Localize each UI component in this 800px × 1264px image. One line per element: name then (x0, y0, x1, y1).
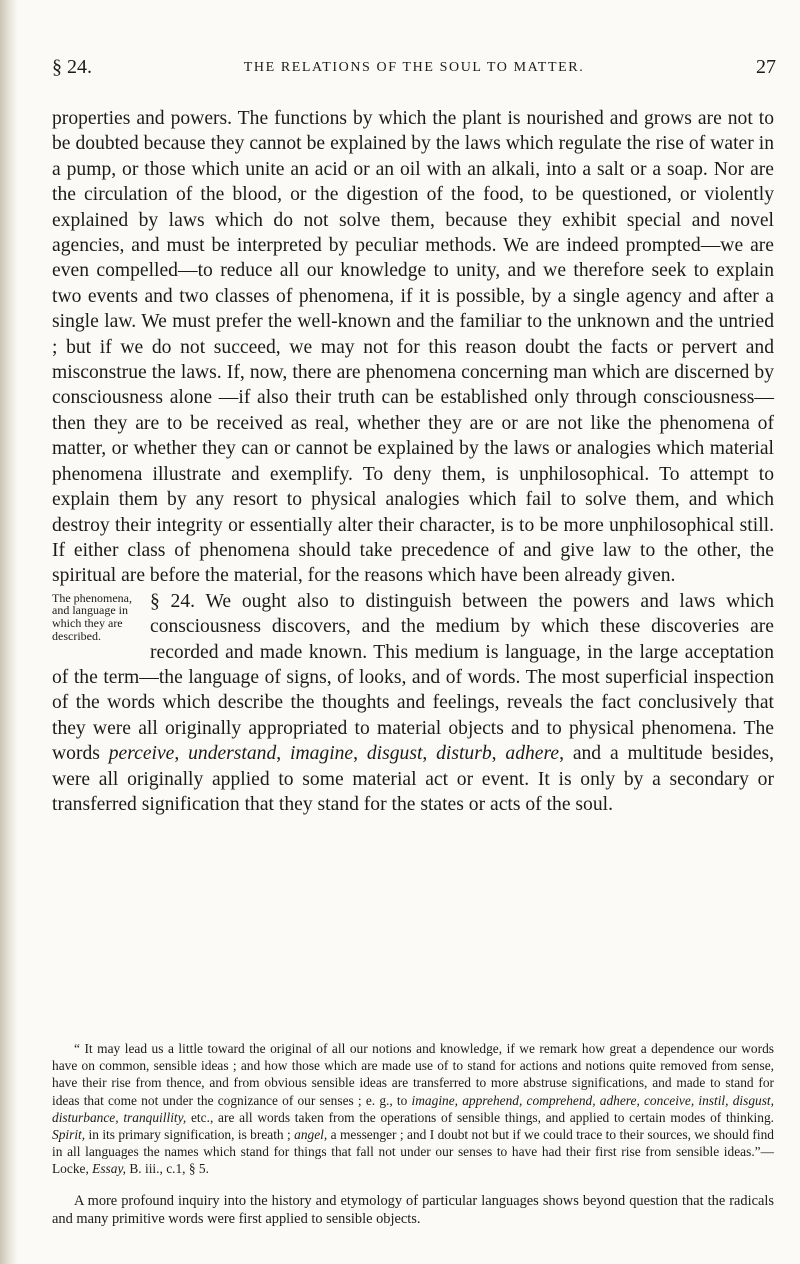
footnote-text-c: in its primary signification, is breath ; (85, 1127, 295, 1143)
page-header (52, 52, 776, 82)
footnote-angel: angel, (294, 1127, 328, 1143)
margin-note: The phenomena, and language in which they are described. (52, 590, 132, 643)
paragraph-2: § 24. We ought also to distinguish between the powers and laws which consciousness discovers, and the medium by which these discoveries are recorded and made known. This medium is language, in the large acceptation of the term—the language of signs, of looks, and of words. The most superficial inspection of the words which describe the thoughts and feelings, reveals the fact conclusively that they were all originally appropriated to material objects and to physical phenomena. The words perceive, understand, imagine, disgust, disturb, adhere, and a multitude besides, were all originally applied to some material act or event. It is only by a secondary or transferred signification that they stand for the states or acts of the soul. (52, 590, 774, 815)
word-understand: understand (188, 743, 277, 765)
footnotes (52, 1040, 774, 1228)
running-head: THE RELATIONS OF THE SOUL TO MATTER. (243, 60, 585, 75)
word-adhere: adhere (505, 743, 560, 765)
footnote-text-b: etc., are all words taken from the operations of sensible things, and applied to certain modes of thinking. (186, 1109, 774, 1125)
paragraph-1: properties and powers. The functions by which the plant is nourished and grows are not to be doubted because they cannot be explained by the laws which regulate the rise of water in a pump, or those which unite an acid or an oil with an alkali, into a salt or a soap. Nor are the circulation of the blood, or the digestion of the food, to be questioned, or violently explained by laws which do not solve them, because they exhibit special and novel agencies, and must be interpreted by peculiar methods. We are indeed prompted—we are even compelled—to reduce all our knowledge to unity, and we therefore seek to explain two events and two classes of phenomena, if it is possible, by a single agency and after a single law. We must prefer the well-known and the familiar to the unknown and the untried ; but if we do not succeed, we may not for this reason doubt the facts or pervert and misconstrue the laws. If, now, there are phenomena concerning man which are discerned by consciousness alone —if also their truth can be established only through consciousness—then they are to be received as real, whether they are or are not like the phenomena of matter, or whether they can or cannot be explained by the laws or analogies which material phenomena illustrate and exemplify. To deny them, is unphilosophical. To attempt to explain them by any resort to physical analogies which fail to solve them, and which destroy their integrity or essentially alter their character, is to be more unphilosophical still. If either class of phenomena should take precedence of and give law to the other, the spiritual are before the material, for the reasons which have been already given. (52, 108, 774, 587)
gutter-shadow (0, 0, 18, 1264)
section-24-block (52, 589, 774, 818)
footnote-terms: imagine, apprehend, comprehend, adhere, conceive, instil, disgust, disturbance, tranquillity, (52, 1092, 774, 1125)
word-perceive: perceive (108, 743, 175, 765)
paragraph-2-start: § 24. We ought also to distinguish between the powers and laws which consciousness discovers, and the medium by which these discoveries are recorded and made known. This medium is language, in the large acceptation of the term—the language of signs, of looks, and of words. The most superficial inspection of the words which describe the thoughts and feelings, reveals the fact conclusively that they were all originally appropriated to material objects and to physical phenomena. The words (52, 590, 774, 765)
word-imagine: imagine (290, 743, 354, 765)
footnote-essay: Essay, (92, 1161, 127, 1177)
footnote-spirit: Spirit, (52, 1127, 86, 1143)
word-disgust: disgust (366, 743, 423, 765)
body-text (52, 106, 774, 817)
page-number: 27 (756, 56, 776, 78)
word-disturb: disturb (436, 743, 492, 765)
footnote-text-e: B. iii., c.1, § 5. (126, 1161, 209, 1177)
footnote-etymology: A more profound inquiry into the history and etymology of particular languages shows beyond question that the radicals and many primitive words were first applied to sensible objects. (52, 1192, 774, 1228)
footnote-locke (52, 1040, 774, 1178)
section-mark: § 24. (52, 56, 92, 78)
footnote-text-a: “ It may lead us a little toward the original of all our notions and knowledge, if we remark how great a dependence our words have on common, sensible ideas ; and how those which are made use of to stand for actions and notions quite removed from sense, have their rise from thence, and from obvious sensible ideas are transferred to more abstruse significations, and made to stand for ideas that come not under the cognizance of our senses ; e. g., to (52, 1041, 774, 1108)
footnote-text-d: a messenger ; and I doubt not but if we could trace to their sources, we should find in all languages the names which stand for things that fall not under our senses to have had their first rise from sensible ideas.”—Locke, (52, 1127, 774, 1177)
paragraph-2-end: , and a multitude besides, were all originally applied to some material act or event. It is only by a secondary or transferred signification that they stand for the states or acts of the soul. (52, 743, 774, 815)
